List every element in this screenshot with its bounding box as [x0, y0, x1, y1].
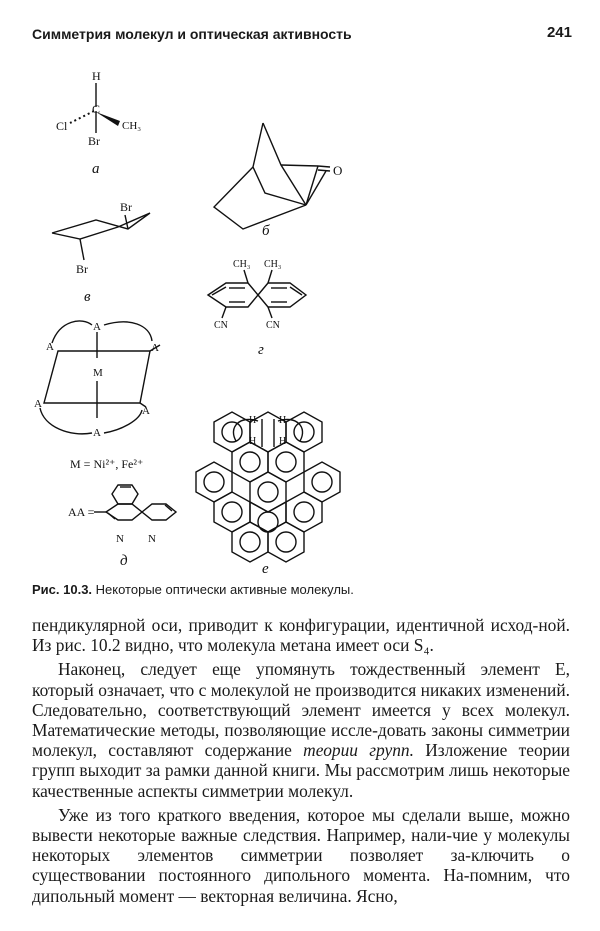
- page-number: 241: [546, 24, 572, 41]
- molecule-g: [208, 270, 306, 318]
- molecule-v: [52, 213, 150, 260]
- figure-label-v: в: [84, 289, 91, 305]
- atom-label-cn-left: CN: [214, 320, 228, 331]
- atom-label-br: Br: [88, 134, 100, 148]
- molecule-e: [196, 412, 340, 562]
- atom-label-ch3-right: CH₃: [264, 259, 282, 270]
- caption-label: Рис. 10.3.: [32, 582, 93, 597]
- term-group-theory: теории групп.: [303, 740, 414, 761]
- paragraph-2-part-a: Наконец, следует еще упомянуть тождественный элемент E, который означает, что с молекулой не производится никаких изменений. Следовательно, соответствующий элемент имеется у всех молекул. Математические методы, позволяющие иссле-довать законы симметрии молекул, составляют содержание: [32, 659, 570, 761]
- paragraph-3: Уже из того краткого введения, которое мы сделали выше, можно вывести некоторые важные следствия. Например, нали-чие у молекулы некоторых элементов симметрии позволяет за-ключить о существовании постоянного дипольного момента. На-помним, что дипольный момент — векторная величина. Ясно,: [32, 804, 570, 906]
- ligand-a-right-lower: A: [142, 405, 150, 417]
- paragraph-1: пендикулярной оси, приводит к конфигурации, идентичной исход-ной. Из рис. 10.2 видно, что молекула метана имеет оси S₄.: [32, 615, 570, 656]
- atom-label-h-3: H: [249, 436, 257, 447]
- atom-label-br-top: Br: [120, 200, 132, 214]
- atom-label-o: O: [333, 163, 343, 178]
- atom-label-h: H: [92, 69, 101, 83]
- running-header: [32, 26, 572, 48]
- atom-label-c: C: [92, 102, 101, 116]
- atom-label-cl: Cl: [56, 119, 68, 133]
- atom-label-br-bottom: Br: [76, 262, 88, 276]
- atom-label-h-2: H: [279, 415, 287, 426]
- atom-label-h-4: H: [279, 436, 287, 447]
- figure-10-3: [0, 55, 600, 575]
- body-text: [32, 615, 570, 906]
- figure-label-g: г: [258, 342, 264, 358]
- ligand-a-bottom: A: [93, 427, 101, 439]
- running-title: Симметрия молекул и оптическая активность: [32, 26, 352, 42]
- figure-label-a: а: [92, 161, 100, 177]
- caption-text: Некоторые оптически активные молекулы.: [95, 582, 354, 597]
- figure-label-e: е: [262, 561, 269, 575]
- metal-label-m: M: [93, 367, 103, 379]
- figure-label-b: б: [262, 223, 270, 239]
- paragraph-2-part-b: Изложение теории групп выходит за рамки данной книги. Мы рассмотрим лишь некоторые качественные аспекты симметрии молекул.: [32, 740, 570, 801]
- atom-label-cn-right: CN: [266, 320, 280, 331]
- paragraph-2: [32, 659, 570, 800]
- atom-label-n-right: N: [148, 533, 156, 545]
- ligand-aa-label: AA =: [68, 505, 95, 519]
- molecule-b: [214, 123, 330, 229]
- atom-label-ch3-left: CH₃: [233, 259, 251, 270]
- figure-label-d: д: [120, 553, 128, 569]
- atom-label-h-1: H: [249, 415, 257, 426]
- figure-caption: [32, 582, 572, 597]
- ligand-a-right-upper: A: [151, 342, 159, 354]
- ligand-a-left-upper: A: [46, 341, 54, 353]
- ligand-a-top: A: [93, 321, 101, 333]
- metal-formula: M = Ni²⁺, Fe²⁺: [70, 457, 144, 471]
- atom-label-ch3: CH₃: [122, 120, 142, 132]
- atom-label-n-left: N: [116, 533, 124, 545]
- ligand-a-left-lower: A: [34, 398, 42, 410]
